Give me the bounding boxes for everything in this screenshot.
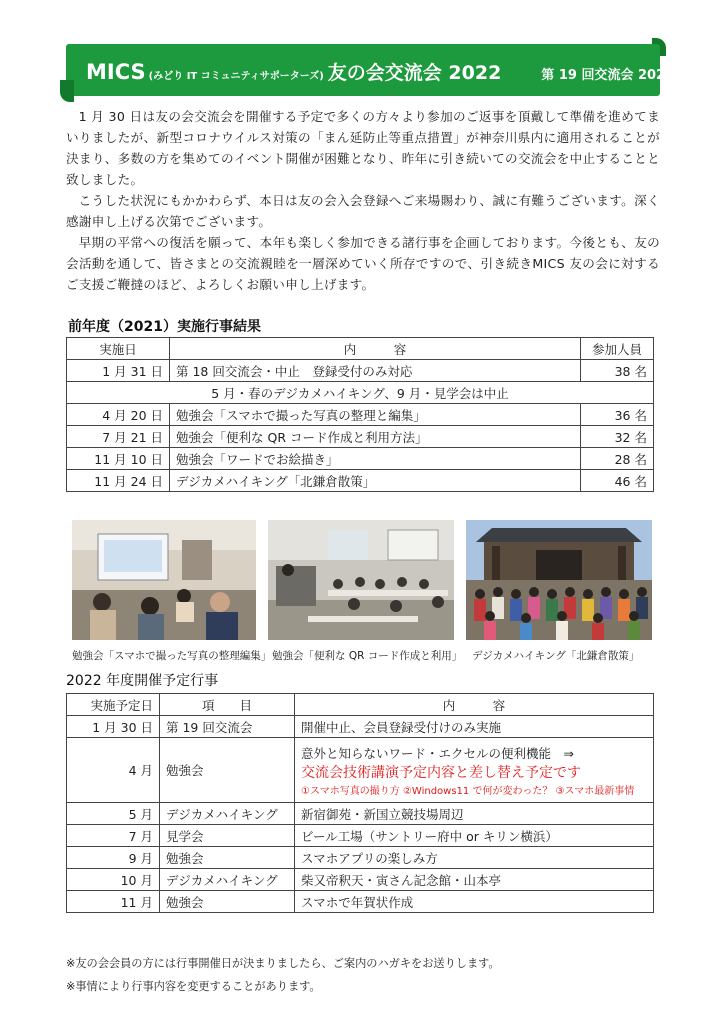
row-date: 11 月 <box>67 891 160 913</box>
table-row <box>67 382 654 404</box>
results-2021-table <box>66 337 654 492</box>
row-content-block <box>295 738 654 803</box>
row-date: 7 月 <box>67 825 160 847</box>
section-title-2021: 前年度（2021）実施行事結果 <box>68 319 261 335</box>
table-row <box>67 404 654 426</box>
photo-hiking-group <box>466 520 652 640</box>
row-item: デジカメハイキング <box>160 803 295 825</box>
row-content: 新宿御苑・新国立競技場周辺 <box>295 803 654 825</box>
row-item: デジカメハイキング <box>160 869 295 891</box>
footnote: ※友の会会員の方には行事開催日が決まりましたら、ご案内のハガキをお送りします。 <box>66 957 500 970</box>
footnote: ※事情により行事内容を変更することがあります。 <box>66 980 321 993</box>
schedule-2022-table <box>66 693 654 913</box>
row-content: ビール工場（サントリー府中 or キリン横浜） <box>295 825 654 847</box>
table-row <box>67 738 654 803</box>
row-content: 勉強会「スマホで撮った写真の整理と編集」 <box>170 404 581 426</box>
row-span-note: 5 月・春のデジカメハイキング、9 月・見学会は中止 <box>67 382 654 404</box>
table-header-row <box>67 694 654 716</box>
intro-text <box>66 106 660 295</box>
photo-study-session-1 <box>72 520 256 640</box>
row-count: 46 名 <box>581 470 654 492</box>
header-date: 実施予定日 <box>67 694 160 716</box>
table-row <box>67 470 654 492</box>
row-count: 32 名 <box>581 426 654 448</box>
row-content: 勉強会「便利な QR コード作成と利用方法」 <box>170 426 581 448</box>
row-content: 柴又帝釈天・寅さん記念館・山本亭 <box>295 869 654 891</box>
table-row <box>67 847 654 869</box>
table-row <box>67 825 654 847</box>
row-date: 1 月 31 日 <box>67 360 170 382</box>
banner-curl-left <box>60 80 74 102</box>
row-content-subitems: ①スマホ写真の撮り方 ②Windows11 で何が変わった？ ③スマホ最新事情 <box>301 785 635 797</box>
banner-text <box>86 58 712 88</box>
table-row <box>67 869 654 891</box>
photo-caption: 勉強会「便利な QR コード作成と利用」 <box>272 650 463 662</box>
row-date: 4 月 20 日 <box>67 404 170 426</box>
row-date: 10 月 <box>67 869 160 891</box>
row-content: スマホアプリの楽しみ方 <box>295 847 654 869</box>
table-row <box>67 891 654 913</box>
table-row <box>67 716 654 738</box>
row-date: 4 月 <box>67 738 160 803</box>
header-date: 実施日 <box>67 338 170 360</box>
header-item: 項 目 <box>160 694 295 716</box>
row-content: 勉強会「ワードでお絵描き」 <box>170 448 581 470</box>
row-item: 勉強会 <box>160 891 295 913</box>
row-date: 7 月 21 日 <box>67 426 170 448</box>
banner-org: (みどり IT コミュニティサポーターズ) <box>148 71 324 82</box>
section-title-2022: 2022 年度開催予定行事 <box>66 673 219 689</box>
row-date: 5 月 <box>67 803 160 825</box>
banner-session: 第 19 回交流会 2022.1.30 <box>541 68 712 83</box>
photo-caption: 勉強会「スマホで撮った写真の整理編集」 <box>72 650 272 662</box>
table-row <box>67 360 654 382</box>
row-content: 開催中止、会員登録受付けのみ実施 <box>295 716 654 738</box>
row-date: 9 月 <box>67 847 160 869</box>
row-date: 11 月 24 日 <box>67 470 170 492</box>
row-item: 勉強会 <box>160 847 295 869</box>
table-header-row <box>67 338 654 360</box>
row-item: 第 19 回交流会 <box>160 716 295 738</box>
banner-mics: MICS <box>86 60 146 84</box>
row-count: 28 名 <box>581 448 654 470</box>
row-item: 勉強会 <box>160 738 295 803</box>
photo-caption: デジカメハイキング「北鎌倉散策」 <box>472 650 640 662</box>
row-date: 11 月 10 日 <box>67 448 170 470</box>
banner-title: 友の会交流会 2022 <box>327 62 502 84</box>
table-row <box>67 448 654 470</box>
header-content: 内 容 <box>295 694 654 716</box>
row-date: 1 月 30 日 <box>67 716 160 738</box>
row-content: 第 18 回交流会・中止 登録受付のみ対応 <box>170 360 581 382</box>
table-row <box>67 426 654 448</box>
row-content: 意外と知らないワード・エクセルの便利機能 ⇒ <box>301 745 574 761</box>
row-content: スマホで年賀状作成 <box>295 891 654 913</box>
intro-paragraph: こうした状況にもかかわらず、本日は友の会入会登録へご来場賜わり、誠に有難うございます。深く感謝申し上げる次第でございます。 <box>66 193 660 229</box>
header-count: 参加人員 <box>581 338 654 360</box>
photo-study-session-2 <box>268 520 454 640</box>
row-count: 36 名 <box>581 404 654 426</box>
header-content: 内 容 <box>170 338 581 360</box>
table-row <box>67 803 654 825</box>
intro-paragraph: 1 月 30 日は友の会交流会を開催する予定で多くの方々より参加のご返事を頂戴して準備を進めてまいりましたが、新型コロナウイルス対策の「まん延防止等重点措置」が神奈川県内に適用されることが決まり、多数の方を集めてのイベント開催が困難となり、昨年に引き続いての交流会を中止することと致しました。 <box>66 109 660 187</box>
row-count: 38 名 <box>581 360 654 382</box>
row-content-highlight: 交流会技術講演予定内容と差し替え予定です <box>301 764 581 781</box>
intro-paragraph: 早期の平常への復活を願って、本年も楽しく参加できる諸行事を企画しております。今後とも、友の会活動を通して、皆さまとの交流親睦を一層深めていく所存ですので、引き続きMICS 友の会に対するご支援ご鞭撻のほど、よろしくお願い申し上げます。 <box>66 235 660 292</box>
row-content: デジカメハイキング「北鎌倉散策」 <box>170 470 581 492</box>
row-item: 見学会 <box>160 825 295 847</box>
